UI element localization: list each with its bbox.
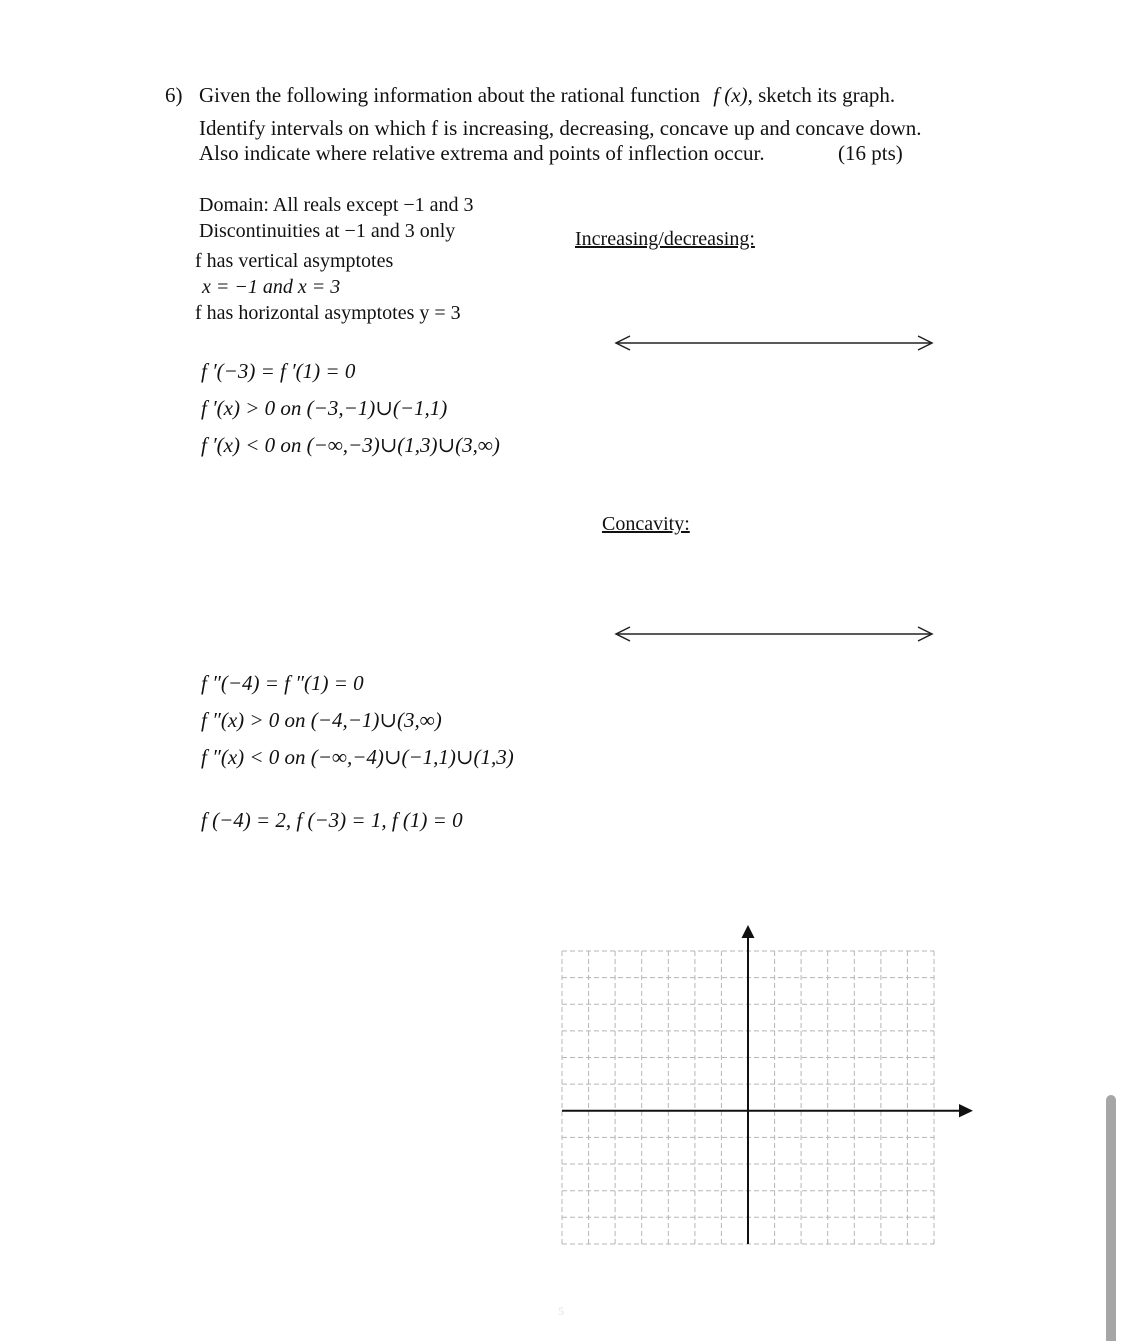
concavity-number-line bbox=[612, 624, 936, 644]
domain-text: Domain: All reals except −1 and 3 bbox=[199, 194, 474, 216]
problem-number: 6) bbox=[165, 83, 183, 107]
increasing-number-line bbox=[612, 333, 936, 353]
first-derivative-positive: f ′(x) > 0 on (−3,−1)∪(−1,1) bbox=[201, 396, 448, 420]
concavity-heading: Concavity: bbox=[602, 513, 690, 535]
page-number: 5 bbox=[558, 1304, 564, 1318]
problem-line-1 bbox=[199, 85, 895, 106]
second-derivative-negative: f ″(x) < 0 on (−∞,−4)∪(−1,1)∪(1,3) bbox=[201, 745, 514, 769]
second-derivative-zeros: f ″(−4) = f ″(1) = 0 bbox=[201, 671, 364, 695]
horizontal-asymptotes-text: f has horizontal asymptotes y = 3 bbox=[195, 302, 461, 324]
first-derivative-negative: f ′(x) < 0 on (−∞,−3)∪(1,3)∪(3,∞) bbox=[201, 433, 500, 457]
problem-line-2: Identify intervals on which f is increasing, decreasing, concave up and concave down. bbox=[199, 116, 922, 140]
problem-points: (16 pts) bbox=[838, 141, 903, 165]
problem-line-1-text: Given the following information about the rational function bbox=[199, 83, 700, 107]
y-axis-arrow-icon bbox=[742, 925, 755, 938]
discontinuities-text: Discontinuities at −1 and 3 only bbox=[199, 220, 456, 242]
function-values: f (−4) = 2, f (−3) = 1, f (1) = 0 bbox=[201, 808, 463, 832]
first-derivative-zeros: f ′(−3) = f ′(1) = 0 bbox=[201, 359, 356, 383]
function-notation: f (x) bbox=[713, 83, 748, 107]
vertical-asymptotes-values: x = −1 and x = 3 bbox=[202, 276, 341, 298]
x-axis-arrow-icon bbox=[959, 1104, 973, 1117]
problem-line-3: Also indicate where relative extrema and points of inflection occur. bbox=[199, 141, 765, 165]
second-derivative-positive: f ″(x) > 0 on (−4,−1)∪(3,∞) bbox=[201, 708, 442, 732]
problem-line-1-end: , sketch its graph. bbox=[747, 83, 896, 107]
vertical-asymptotes-label: f has vertical asymptotes bbox=[195, 250, 394, 272]
vertical-scrollbar[interactable] bbox=[1106, 1095, 1116, 1341]
increasing-decreasing-heading: Increasing/decreasing: bbox=[575, 228, 755, 250]
coordinate-grid[interactable] bbox=[555, 918, 980, 1253]
